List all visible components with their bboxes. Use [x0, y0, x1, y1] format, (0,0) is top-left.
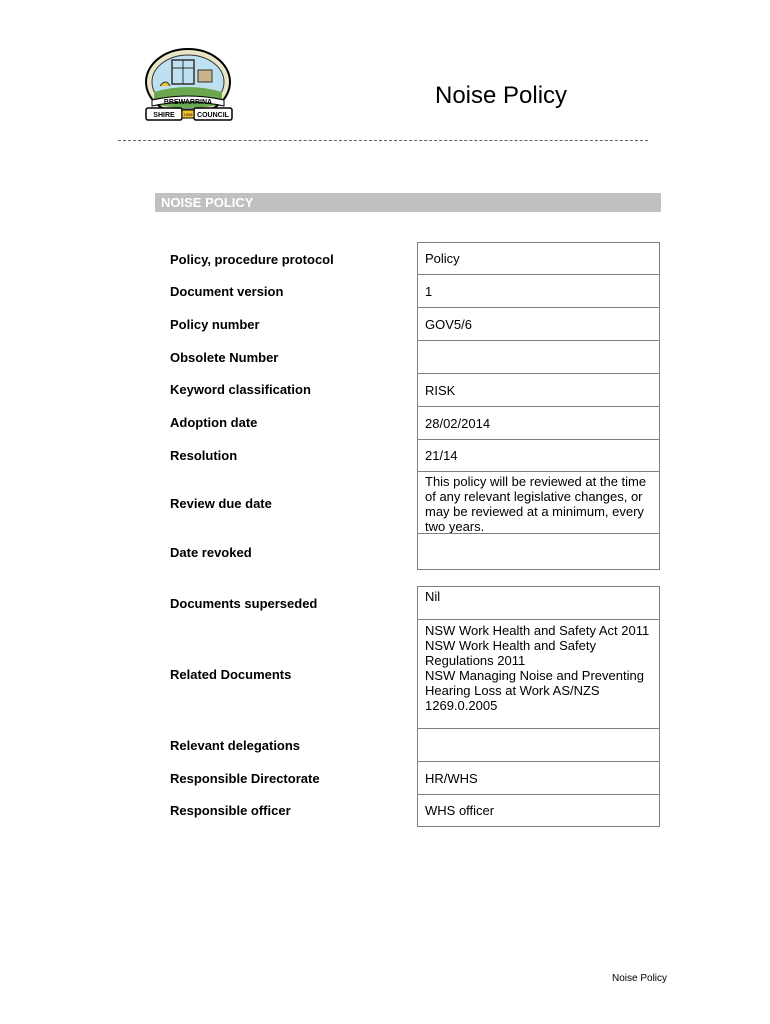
row-value-resolution: 21/14 — [417, 439, 660, 472]
svg-text:1906: 1906 — [183, 112, 193, 117]
row-label-documents-superseded: Documents superseded — [170, 596, 318, 611]
svg-text:COUNCIL: COUNCIL — [197, 112, 229, 119]
row-value-document-version: 1 — [417, 274, 660, 308]
row-value-adoption-date: 28/02/2014 — [417, 406, 660, 440]
row-value-responsible-directorate: HR/WHS — [417, 761, 660, 795]
related-document-item: NSW Managing Noise and Preventing Hearing Loss at Work AS/NZS 1269.0.2005 — [425, 668, 644, 713]
council-logo — [140, 46, 236, 126]
row-label-adoption-date: Adoption date — [170, 415, 258, 430]
row-value-obsolete-number — [417, 340, 660, 374]
header-divider — [118, 140, 648, 141]
row-value-policy-number: GOV5/6 — [417, 307, 660, 341]
row-label-related-documents: Related Documents — [170, 667, 292, 682]
row-value-date-revoked — [417, 533, 660, 570]
related-document-item: NSW Work Health and Safety Regulations 2011 — [425, 638, 596, 668]
row-label-obsolete-number: Obsolete Number — [170, 350, 279, 365]
row-label-policy-number: Policy number — [170, 317, 260, 332]
row-label-relevant-delegations: Relevant delegations — [170, 738, 301, 753]
row-value-related-documents — [417, 619, 660, 729]
row-value-documents-superseded: Nil — [417, 586, 660, 620]
svg-text:SHIRE: SHIRE — [153, 112, 175, 119]
row-label-review-due-date: Review due date — [170, 496, 272, 511]
row-label-document-version: Document version — [170, 284, 284, 299]
row-value-relevant-delegations — [417, 728, 660, 762]
related-document-item: NSW Work Health and Safety Act 2011 — [425, 623, 650, 638]
row-value-policy-type: Policy — [417, 242, 660, 275]
row-label-keyword-classification: Keyword classification — [170, 382, 311, 397]
row-value-responsible-officer: WHS officer — [417, 794, 660, 827]
row-label-resolution: Resolution — [170, 448, 238, 463]
row-value-keyword-classification: RISK — [417, 373, 660, 407]
section-heading-bar — [155, 193, 661, 212]
row-value-review-due-date: This policy will be reviewed at the time of any relevant legislative changes, or may be reviewed at a minimum, every two years. — [417, 471, 660, 534]
page-footer: Noise Policy — [612, 973, 668, 984]
row-label-responsible-officer: Responsible officer — [170, 803, 291, 818]
row-label-policy-type: Policy, procedure protocol — [170, 252, 334, 267]
svg-text:BREWARRINA: BREWARRINA — [163, 99, 213, 106]
document-title: Noise Policy — [435, 82, 568, 109]
row-label-date-revoked: Date revoked — [170, 545, 252, 560]
section-heading: NOISE POLICY — [161, 195, 254, 210]
row-label-responsible-directorate: Responsible Directorate — [170, 771, 320, 786]
